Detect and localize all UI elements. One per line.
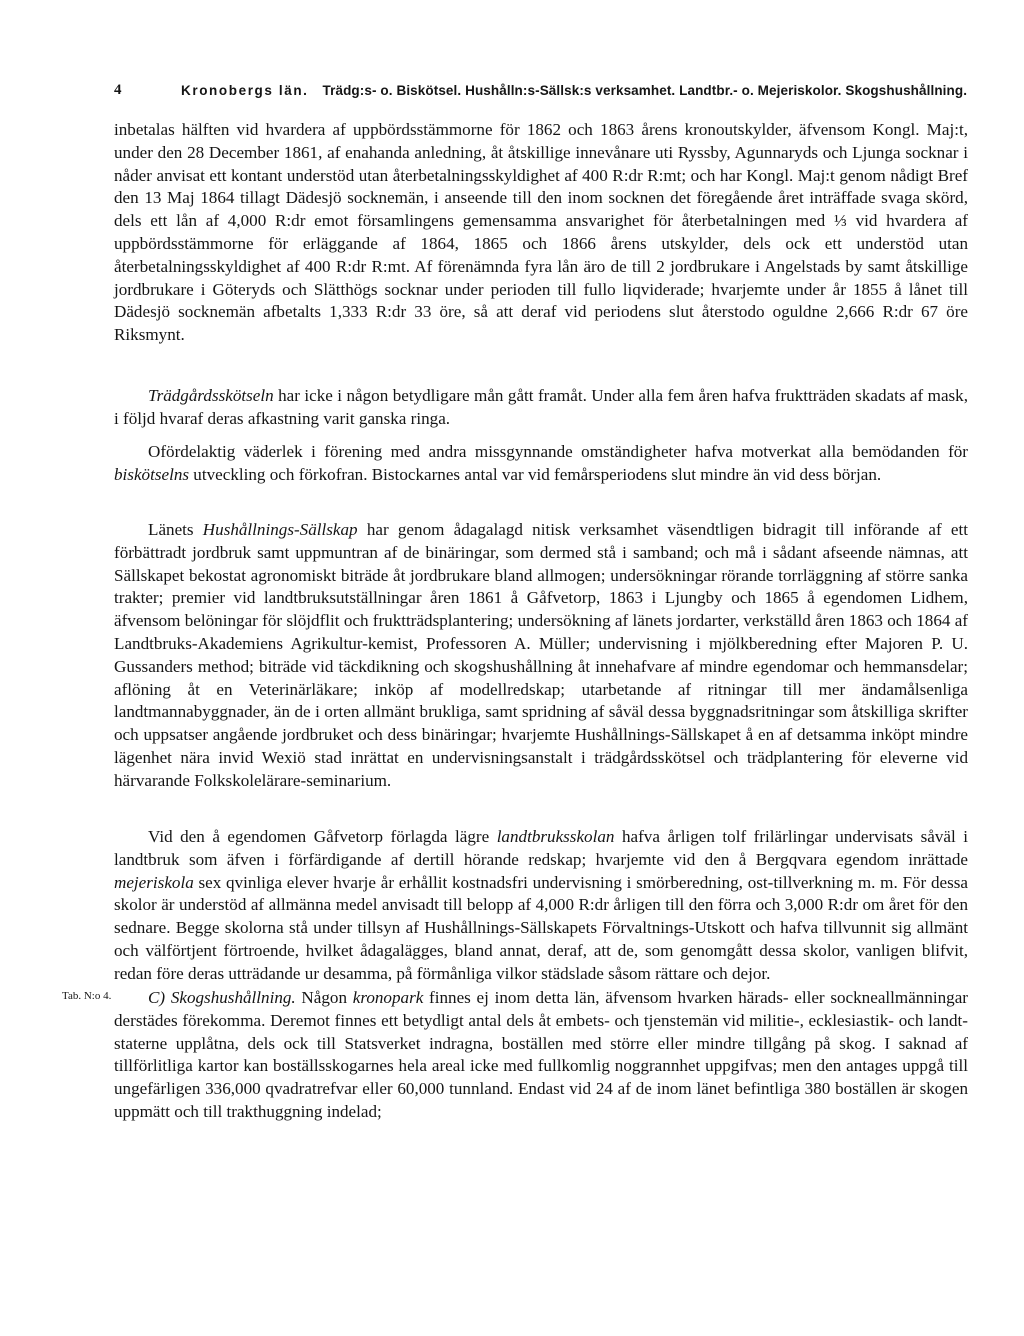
margin-note: Tab. N:o 4.	[62, 990, 112, 1002]
term-tradgardsskotseln: Trädgårdsskötseln	[148, 386, 274, 405]
term-landtbruksskolan: landtbruksskolan	[496, 827, 615, 846]
paragraph-loans-text: inbetalas hälften vid hvardera af uppbördsstämmorne för 1862 och 1863 årens kronoutskylder, äfvensom Kongl. Maj:t, under den 28 December 1861, af enahanda anledning, åt åtskillige innevånare uti Ryssby, Agunnaryds och Ljunga socknar i nåder anvisat ett kontant understöd utan återbetalningsskyldighet af 400 R:dr R:mt; och har Kongl. Maj:t genom nådigt Bref den 13 Maj 1864 tillagt Dädesjö socknemän, i anseende till den inom socknen det föregående året inträffade svaga skörd, dels ett lån af 4,000 R:dr emot församlingens gemensamma ansvarighet för återbetalningen med ⅓ vid hvardera af uppbördsstämmorne för erläggande af 1864, 1865 och 1866 årens utskylder, dels ock ett understöd utan återbetalningsskyldighet af 400 R:dr R:mt. Af förenämnda fyra lån äro de till 2 jordbrukare i Angelstads by samt åtskillige jordbrukare i Göteryds och Slätthögs socknar under perioden till fullo liqviderade; hvarjemte under år 1855 å lånet till Dädesjö socknemän afbetalts 1,333 R:dr 33 öre, så att deraf vid periodens slut återstodo oguldne 2,666 R:dr 67 öre Riksmynt.	[114, 120, 968, 345]
section-heading-forestry: C) Skogshushållning.	[148, 988, 296, 1007]
header-running-title: Trädg:s- o. Biskötsel. Hushålln:s-Sällsk:s verksamhet. Landtbr.- o. Mejeriskolor. Skogshushållning.	[322, 83, 968, 98]
running-header	[114, 82, 974, 106]
term-kronopark: kronopark	[352, 988, 424, 1007]
page-number: 4	[114, 82, 122, 98]
header-title	[181, 83, 967, 98]
paragraph-agricultural-society: Länets Hushållnings-Sällskap har genom ådagalagd nitisk verksamhet väsendtligen bidragit till införande af ett förbättradt jordbruk samt uppmuntran af de binäringar, som dermed stå i samband; och må i sådant afseende nämnas, att Sällskapet bekostat agronomiskt biträde åt jordbrukare bland allmogen; undersökningar rörande torrläggning af större sanka trakter; premier vid landtbruksutställningar åren 1861 å Gåfvetorp, 1863 i Ljungby och 1865 å egendomen Lidhem, äfvensom belöningar för slöjdflit och fruktträdsplantering; undersökning af länets jordarter, verkställd åren 1863 och 1864 af Landtbruks-Akademiens Agrikultur-kemist, Professoren A. Müller; undervisning i mjölkberedning efter Majoren P. U. Gussanders method; biträde vid täckdikning och skogshushållning åt innehafvare af mindre egendomar och hemmansdelar; aflöning åt en Veterinärläkare; inköp af modellredskap; utarbetande af ritningar till mer ändamålsenliga landtmannabyggnader, än de i orten allmänt brukliga, samt spridning af såväl dessa byggnadsritningar som åtskilliga skrifter och uppsatser angående jordbruket och dess binäringar; hvarjemte Hushållnings-Sällskapet å en af detsamma inköpt mindre lägenhet nära invid Wexiö stad inrättat en undervisningsanstalt i trädgårdsskötsel och trädplantering för eleverne vid härvarande Folkskolelärare-seminarium.	[114, 520, 968, 790]
term-mejeriskola: mejeriskola	[114, 872, 194, 892]
paragraph-horticulture: Trädgårdsskötseln har icke i någon betydligare mån gått framåt. Under alla fem åren hafva fruktträden skadats af mask, i följd hvaraf deras afkastning varit ganska ringa.	[114, 386, 968, 428]
header-county: Kronobergs län.	[181, 83, 309, 98]
paragraph-beekeeping: Ofördelaktig väderlek i förening med andra missgynnande omständigheter hafva motverkat alla bemödanden för biskötselns utveckling och förkofran. Bistockarnes antal var vid femårsperiodens slut mindre än vid dess början.	[114, 442, 968, 484]
term-biskotselns: biskötselns	[114, 464, 190, 484]
paragraph-schools: Vid den å egendomen Gåfvetorp förlagda lägre landtbruksskolan hafva årligen tolf frilärlingar undervisats såväl i landtbruk som äfven i förfärdigande af dertill hörande redskap; hvarjemte vid den å Bergqvara egendom inrättade mejeriskola sex qvinliga elever hvarje år erhållit kostnadsfri undervisning i smörberedning, ost-tillverkning m. m. För dessa skolor är understöd af allmänna medel anvisadt till belopp af 4,000 R:dr årligen till den förra och 3,000 R:dr om året för den sednare. Begge skolorna stå under tillsyn af Hushållnings-Sällskapets Förvaltnings-Utskott och hafva tillvunnit sig allmänt och välförtjent förtroende, hvilket ådagalägges, bland annat, deraf, att de, som genomgått dessa skolor, vanligen blifvit, redan före deras utträdande ur desamma, på förmånliga vilkor städslade såsom rättare och dejor.	[114, 827, 968, 983]
paragraph-forestry: C) Skogshushållning. Någon kronopark finnes ej inom detta län, äfvensom hvarken härads- eller sockneallmänningar derstädes förekomma. Deremot finnes ett betydligt antal dels åt embets- och tjenstemän vid militie-, ecklesiastik- och landt-staterne upplåtna, dels ock till Statsverket indragna, boställen med större eller mindre tillgång på skog. I saknad af tillförlitliga kartor kan boställsskogarnes hela areal icke med fullkomlig noggrannhet uppgifvas; men den antages uppgå till ungefärligen 336,000 qvadratrefvar eller 60,000 tunnland. Endast vid 24 af de inom länet befintliga 380 boställen är skogen uppmätt och till trakthuggning indelad;	[114, 988, 969, 1121]
term-hushallnings-sallskap: Hushållnings-Sällskap	[202, 520, 358, 539]
paragraph-loans	[114, 119, 968, 347]
